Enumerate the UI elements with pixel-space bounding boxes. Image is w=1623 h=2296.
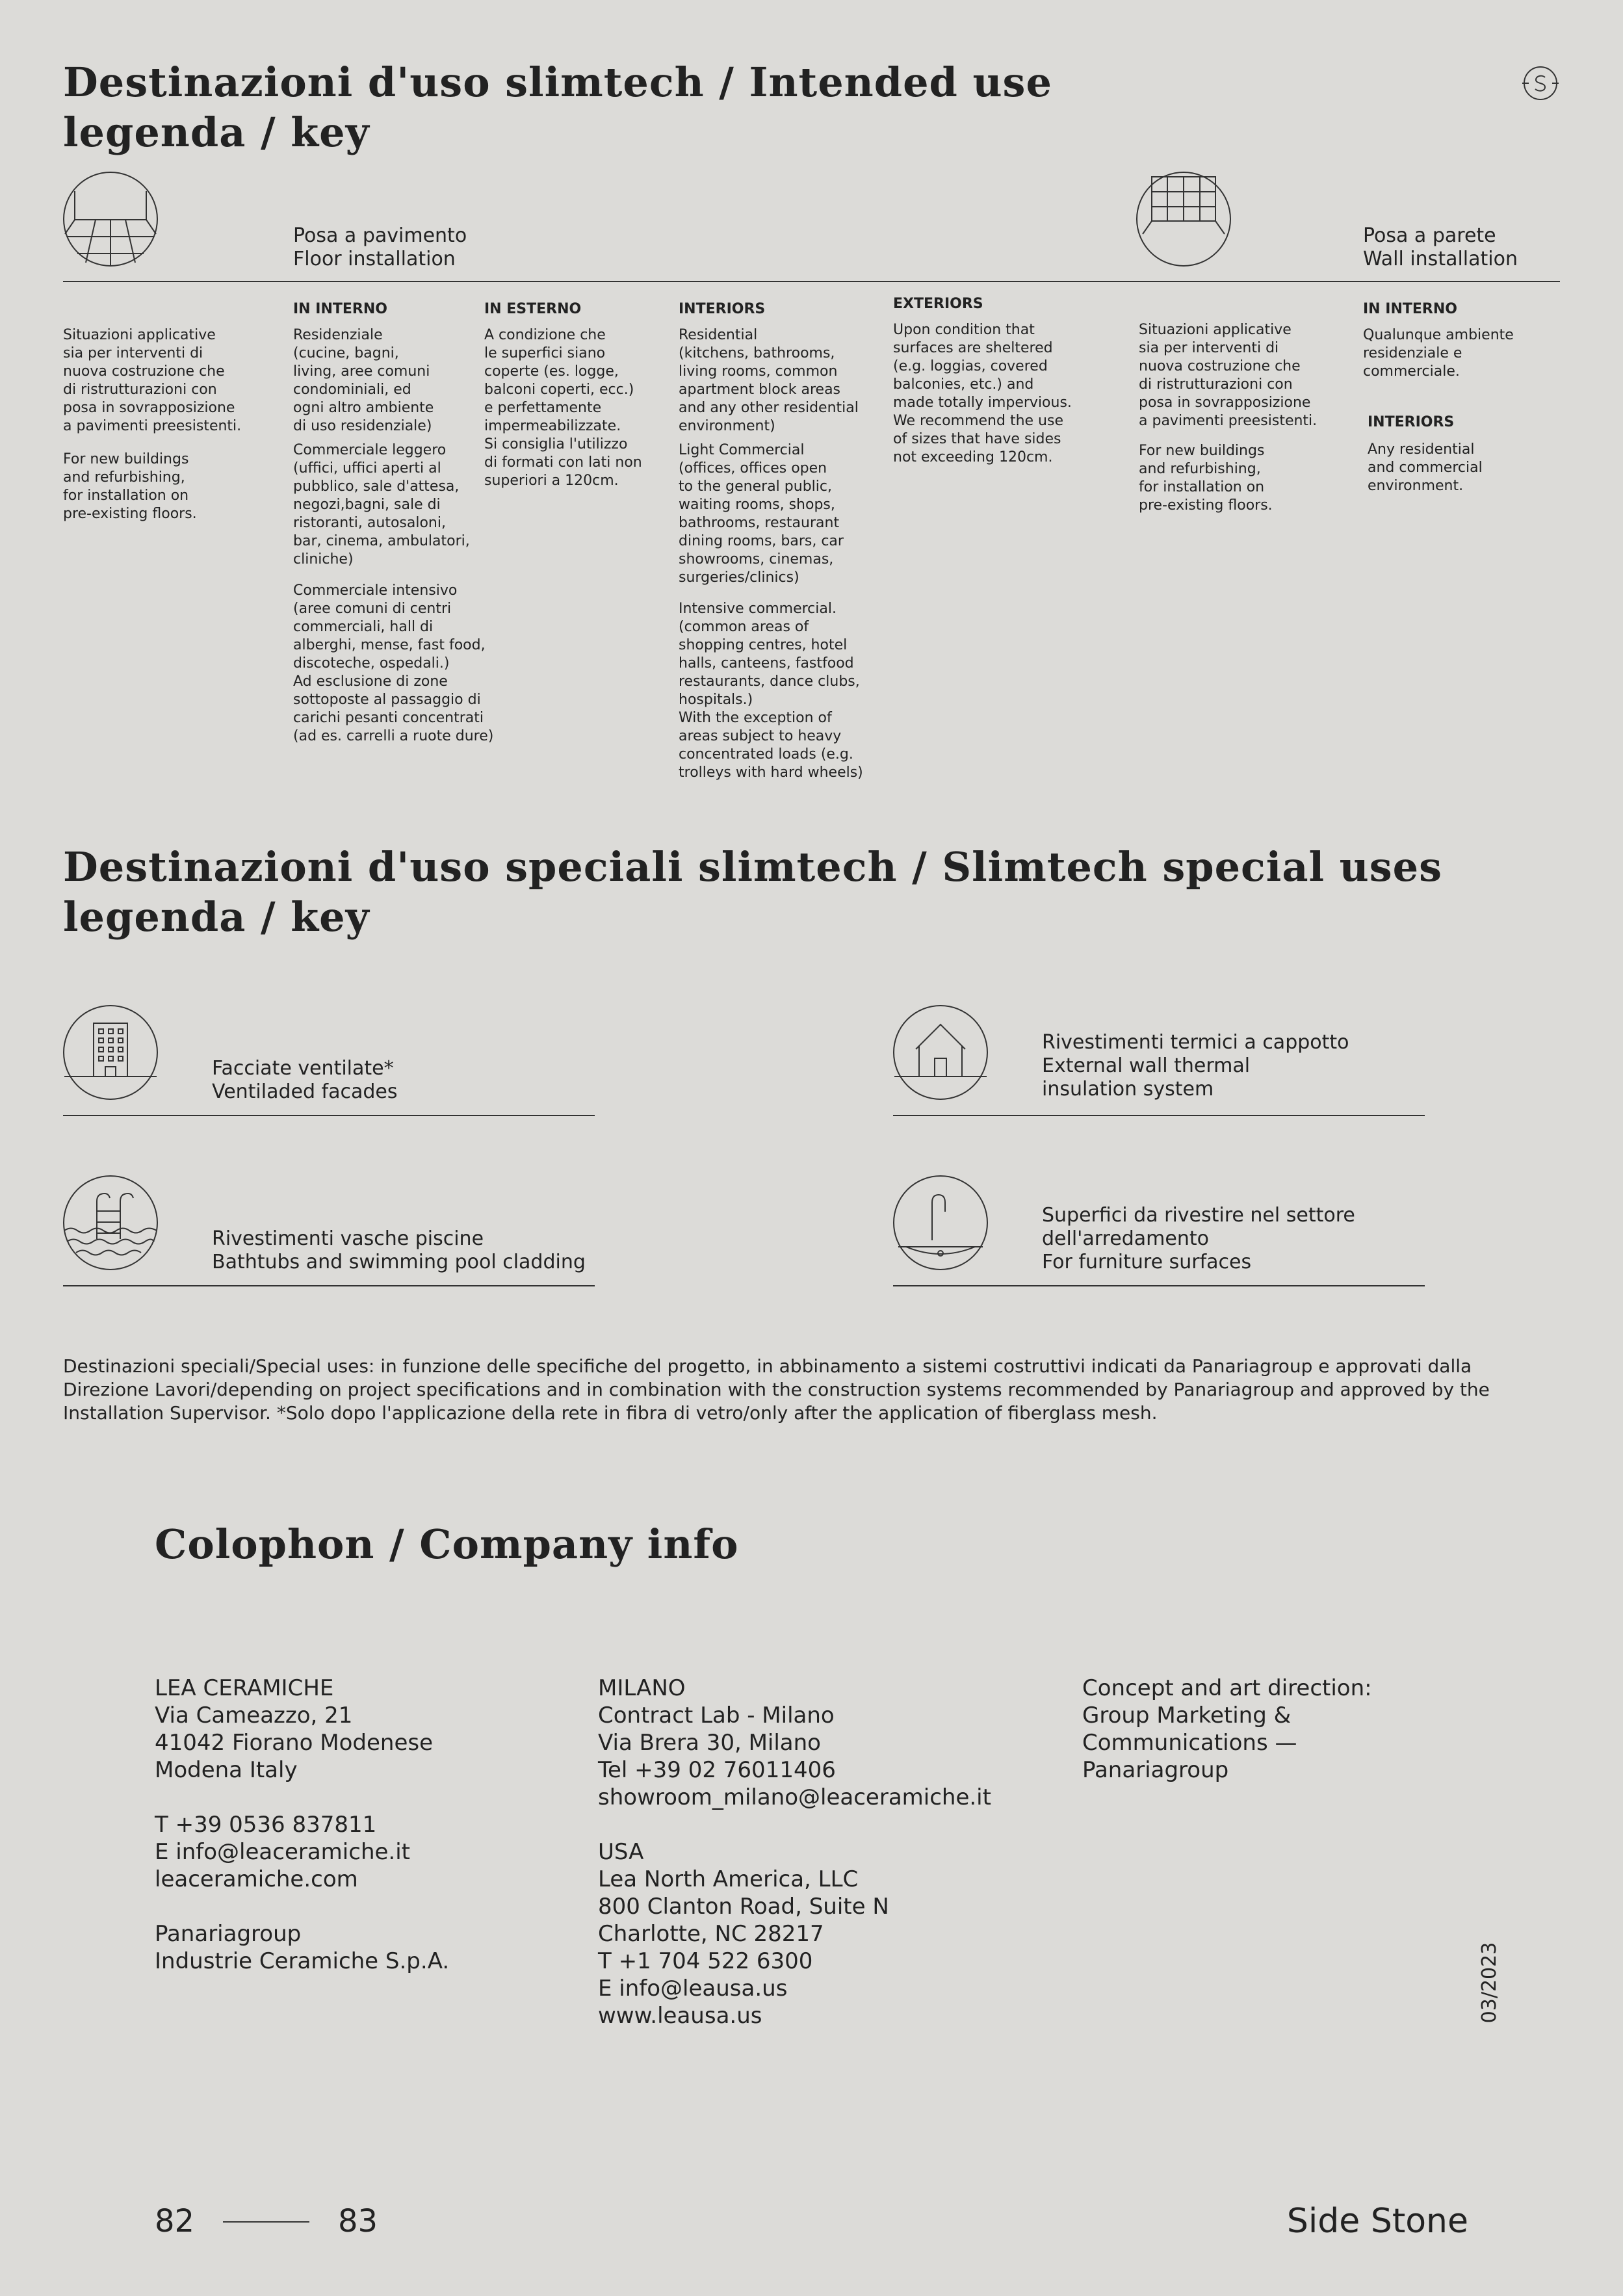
colophon-title: Colophon / Company info xyxy=(155,1520,739,1568)
brand-name: Side Stone xyxy=(1286,2202,1468,2241)
special-use-divider xyxy=(63,1115,595,1116)
wall-col2-label: INTERIORS xyxy=(1368,414,1455,430)
special-use-label: Facciate ventilate* Ventiladed facades xyxy=(212,1057,398,1103)
showroom-address: MILANO Contract Lab - Milano Via Brera 30, Milano Tel +39 02 76011406 showroom_milano@leaceramiche.it USA Lea North America, LLC 800 Clanton Road, Suite N Charlotte, NC 28217 T +1 704 522 6300 E info@leausa.us www.leausa.us xyxy=(598,1675,991,2029)
floor-intro-en: For new buildings and refurbishing, for installation on pre-existing floors. xyxy=(63,451,197,522)
floor-col3-light-commercial: Light Commercial (offices, offices open to the general public, waiting rooms, shops, bathrooms, restaurant dining rooms, bars, car showrooms, cinemas, surgeries/clinics) xyxy=(679,442,844,586)
page-number-divider xyxy=(223,2221,309,2223)
floor-col2-label: IN ESTERNO xyxy=(484,301,582,317)
floor-col1-light-commercial: Commerciale leggero (uffici, uffici aperti al pubblico, sale d'attesa, negozi,bagni, sale di ristoranti, autosaloni, bar, cinema, ambulatori, cliniche) xyxy=(293,442,470,567)
floor-col1-residential: Residenziale (cucine, bagni, living, aree comuni condominiali, ed ogni altro ambiente di uso residenziale) xyxy=(293,327,434,434)
floor-col1-intensive: Commerciale intensivo (aree comuni di centri commerciali, hall di alberghi, mense, fast food, discoteche, ospedali.) Ad esclusione di zone sottoposte al passaggio di carichi pesanti concentrati (ad es. carrelli a ruote dure) xyxy=(293,582,494,744)
wall-col1-label: IN INTERNO xyxy=(1363,301,1457,317)
floor-col3-label: INTERIORS xyxy=(679,301,766,317)
floor-intro-it: Situazioni applicative sia per interventi di nuova costruzione che di ristrutturazioni con posa in sovrapposizione a pavimenti preesistenti. xyxy=(63,327,242,434)
section-title: Destinazioni d'uso slimtech / Intended use legenda / key xyxy=(63,59,1052,156)
floor-col4-label: EXTERIORS xyxy=(893,296,983,312)
company-address: LEA CERAMICHE Via Cameazzo, 21 41042 Fiorano Modenese Modena Italy T +39 0536 837811 E info@leaceramiche.it leaceramiche.com Panariagroup Industrie Ceramiche S.p.A. xyxy=(155,1675,450,1974)
edition-date: 03/2023 xyxy=(1478,1942,1501,2024)
swimming-pool-icon xyxy=(63,1175,158,1270)
floor-col3-intensive: Intensive commercial. (common areas of shopping centres, hotel halls, canteens, fastfood restaurants, dance clubs, hospitals.) With the exception of areas subject to heavy concentrated loads (e.g. trolleys with hard wheels) xyxy=(679,601,863,781)
special-uses-note: Destinazioni speciali/Special uses: in funzione delle specifiche del progetto, in abbinamento a sistemi costruttivi indicati da Panariagroup e approvati dalla Direzione Lavori/depending on project specifications and in combination with the construction systems recommended by Panariagroup and approved by the Installation Supervisor. *Solo dopo l'applicazione della rete in fibra di vetro/only after the application of fiberglass mesh. xyxy=(63,1355,1490,1424)
special-use-label: Rivestimenti termici a cappotto External wall thermal insulation system xyxy=(1042,1031,1349,1101)
wall-installation-label: Posa a parete Wall installation xyxy=(1363,224,1518,270)
special-uses-title: Destinazioni d'uso speciali slimtech / Slimtech special uses legenda / key xyxy=(63,843,1442,941)
floor-col2-text: A condizione che le superfici siano coperte (es. logge, balconi coperti, ecc.) e perfettamente impermeabilizzate. Si consiglia l'utilizzo di formati con lati non superiori a 120cm. xyxy=(484,327,642,489)
wall-installation-icon xyxy=(1136,172,1231,267)
floor-col1-label: IN INTERNO xyxy=(293,301,387,317)
special-use-label: Rivestimenti vasche piscine Bathtubs and swimming pool cladding xyxy=(212,1227,586,1273)
special-use-divider xyxy=(893,1285,1425,1286)
wall-col1-text: Qualunque ambiente residenziale e commerciale. xyxy=(1363,327,1514,380)
wall-intro-it: Situazioni applicative sia per interventi di nuova costruzione che di ristrutturazioni con posa in sovrapposizione a pavimenti preesistenti. xyxy=(1139,322,1318,429)
page-number-right: 83 xyxy=(338,2203,378,2239)
building-facade-icon xyxy=(63,1005,158,1100)
page-number-left: 82 xyxy=(155,2203,195,2239)
floor-installation-icon xyxy=(63,172,158,267)
floor-installation-label: Posa a pavimento Floor installation xyxy=(293,224,467,270)
floor-col4-text: Upon condition that surfaces are sheltered (e.g. loggias, covered balconies, etc.) and made totally impervious. We recommend the use of sizes that have sides not exceeding 120cm. xyxy=(893,322,1072,465)
wall-col2-text: Any residential and commercial environment. xyxy=(1368,441,1483,494)
faucet-sink-icon xyxy=(893,1175,988,1270)
special-use-divider xyxy=(893,1115,1425,1116)
special-use-label: Superfici da rivestire nel settore dell'arredamento For furniture surfaces xyxy=(1042,1204,1355,1273)
special-use-divider xyxy=(63,1285,595,1286)
floor-col3-residential: Residential (kitchens, bathrooms, living rooms, common apartment block areas and any other residential environment) xyxy=(679,327,859,434)
house-insulation-icon xyxy=(893,1005,988,1100)
wall-intro-en: For new buildings and refurbishing, for installation on pre-existing floors. xyxy=(1139,443,1273,514)
art-direction-credit: Concept and art direction: Group Marketing & Communications — Panariagroup xyxy=(1082,1675,1372,1783)
section1-divider xyxy=(63,281,1560,282)
slimtech-logo-icon xyxy=(1521,64,1560,103)
